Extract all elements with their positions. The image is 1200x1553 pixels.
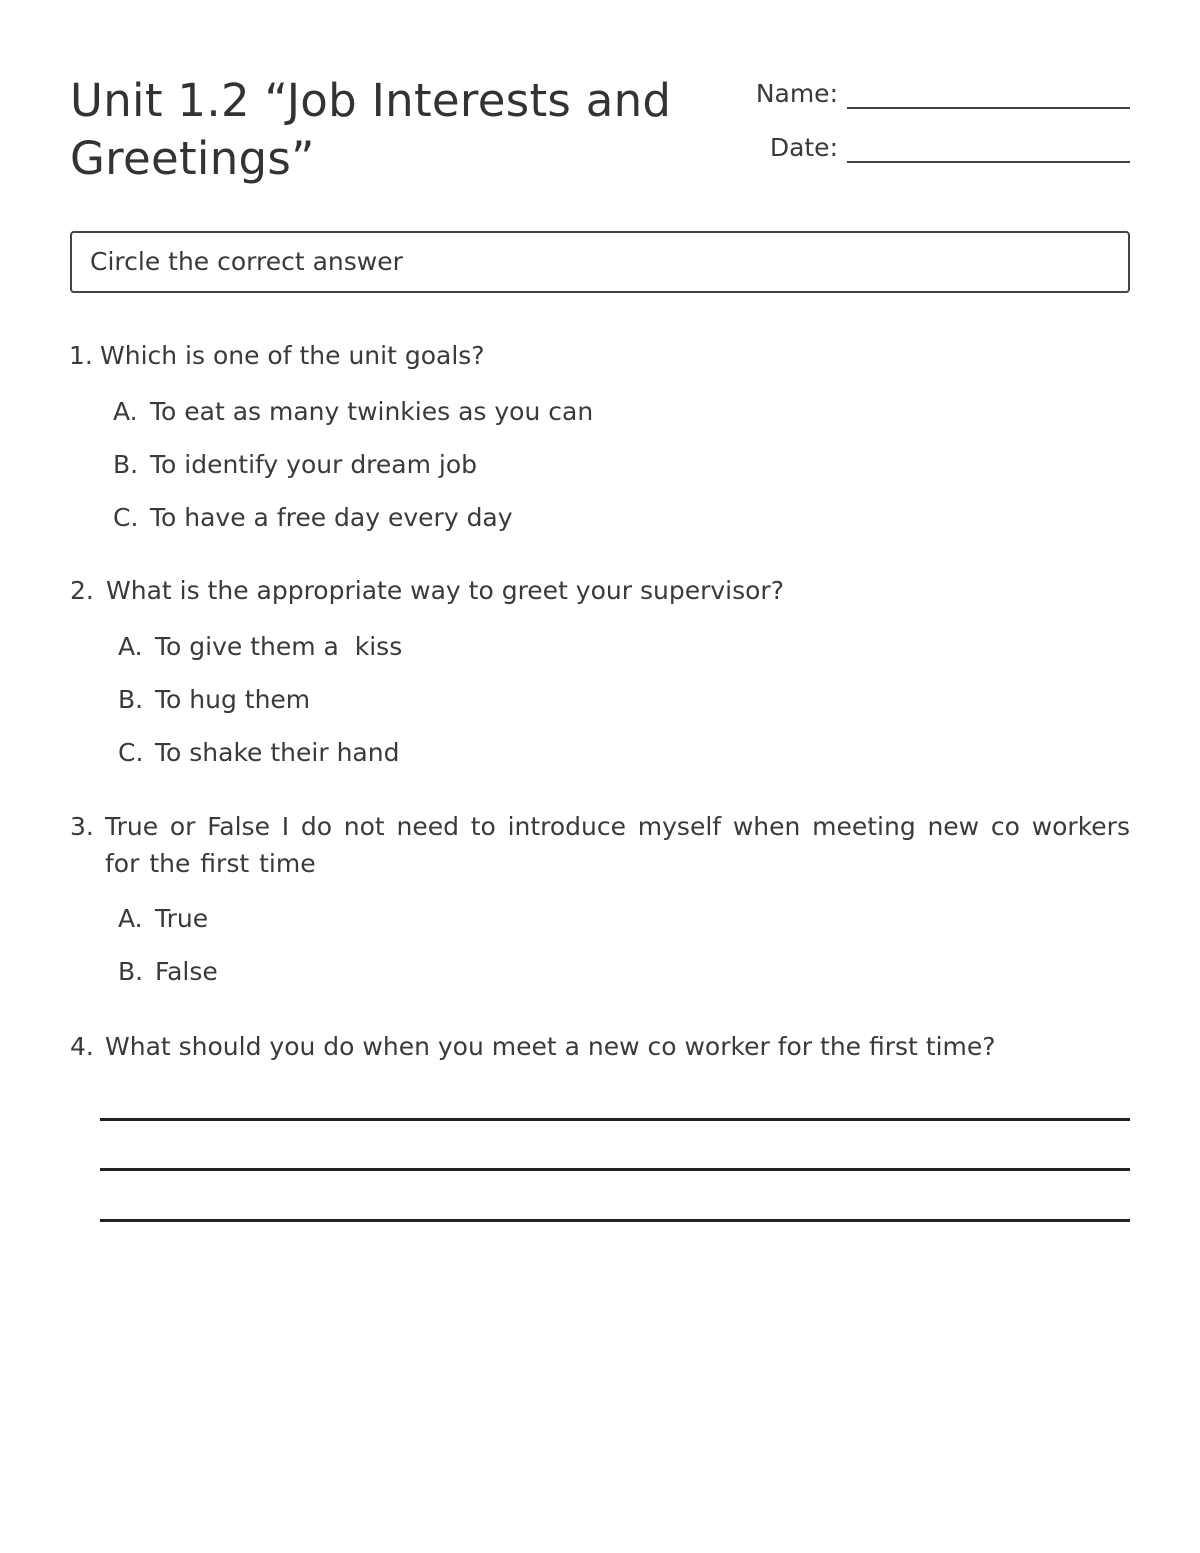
answer-line-2[interactable] xyxy=(100,1168,1130,1171)
option-text: To give them a kiss xyxy=(155,632,403,661)
instruction-text: Circle the correct answer xyxy=(90,247,403,276)
date-field xyxy=(700,128,1130,168)
option-text: True xyxy=(155,904,209,933)
question-1 xyxy=(69,337,1129,374)
name-field xyxy=(700,74,1130,114)
question-number: 1. xyxy=(69,341,93,370)
question-number: 2. xyxy=(70,576,94,605)
question-4 xyxy=(70,1028,1130,1065)
answer-line-3[interactable] xyxy=(100,1219,1130,1222)
option-text: To shake their hand xyxy=(155,738,400,767)
question-2 xyxy=(70,572,1130,609)
option-letter: C. xyxy=(118,738,144,767)
instruction-box xyxy=(70,231,1130,293)
option-text: To have a free day every day xyxy=(150,503,513,532)
option-text: To hug them xyxy=(155,685,311,714)
name-label: Name: xyxy=(755,79,838,108)
question-text: Which is one of the unit goals? xyxy=(100,341,485,370)
option-text: False xyxy=(155,957,218,986)
question-number: 3. xyxy=(70,812,94,841)
option-letter: B. xyxy=(118,957,144,986)
option-letter: A. xyxy=(118,632,143,661)
question-3 xyxy=(70,808,1130,882)
option-letter: A. xyxy=(113,397,138,426)
answer-line-1[interactable] xyxy=(100,1118,1130,1121)
option-text: To identify your dream job xyxy=(150,450,478,479)
name-blank-line[interactable] xyxy=(847,107,1130,109)
question-text: What is the appropriate way to greet your supervisor? xyxy=(106,576,784,605)
question-text: True or False I do not need to introduce myself when meeting new co workers for the first time xyxy=(105,812,1130,878)
option-letter: B. xyxy=(113,450,139,479)
option-letter: C. xyxy=(113,503,139,532)
option-letter: B. xyxy=(118,685,144,714)
date-label: Date: xyxy=(769,133,838,162)
question-text: What should you do when you meet a new co worker for the first time? xyxy=(105,1032,996,1061)
date-blank-line[interactable] xyxy=(847,161,1130,163)
question-number: 4. xyxy=(70,1032,94,1061)
option-text: To eat as many twinkies as you can xyxy=(150,397,594,426)
option-letter: A. xyxy=(118,904,143,933)
worksheet-title: Unit 1.2 “Job Interests and Greetings” xyxy=(70,74,672,185)
